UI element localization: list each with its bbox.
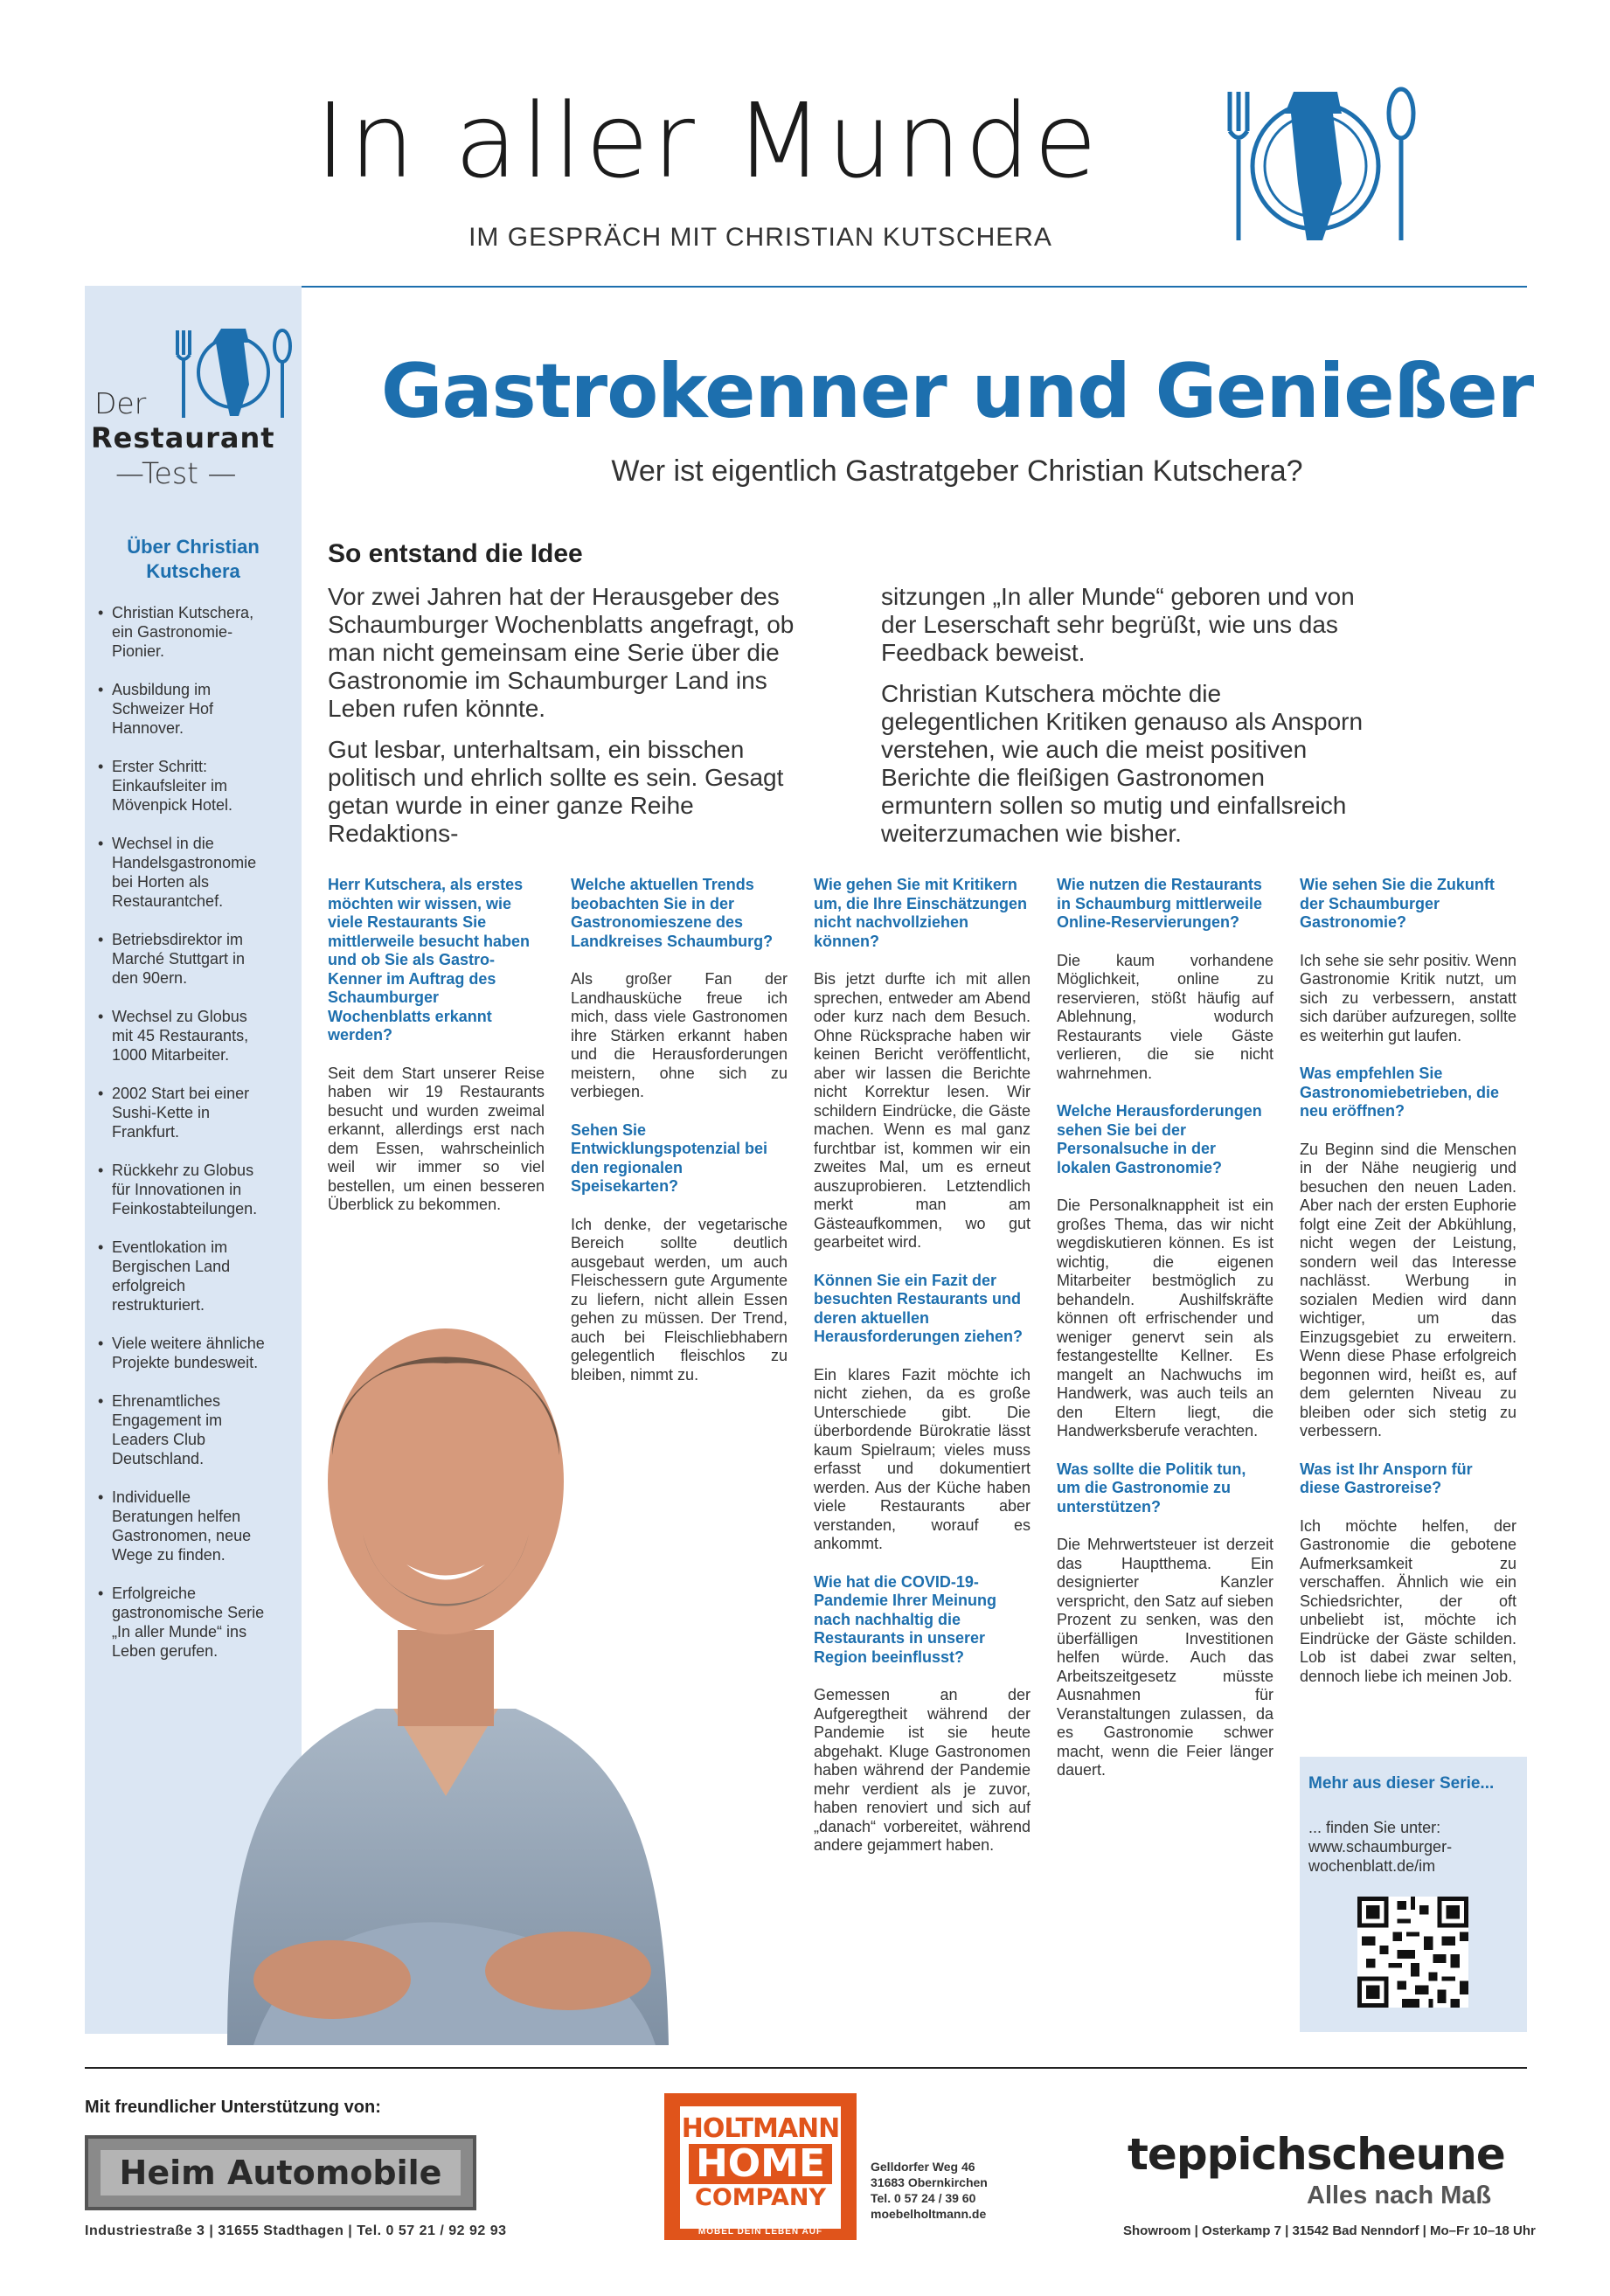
promo-text-block [1308,1818,1509,1876]
holtmann-logo[interactable] [664,2093,857,2240]
interview-question: Wie hat die COVID-19-Pandemie Ihrer Meinung nach nachhaltig die Restaurants in unserer Region beeinflusst? [814,1572,997,1666]
interview-column-3 [814,876,1031,1875]
interview-answer: Ich möchte helfen, der Gastronomie die gebotene Aufmerksamkeit zu verschaffen. Ähnlich wie ein Schiedsrichter, der oft unbeliebt ist, möchte ich Eindrücke der Gäste schilden. Lob ist dabei zwar selten, dennoch liebe ich meinen Job. [1300,1516,1516,1685]
bio-item: • Christian Kutschera, ein Gastronomie-Pionier. [98,603,268,661]
bio-item: • Erster Schritt: Einkaufsleiter im Mövenpick Hotel. [98,757,268,815]
intro-heading: So entstand die Idee [328,539,583,568]
logo-restaurant: Restaurant [91,421,275,454]
interview-answer: Als großer Fan der Landhausküche freue ich mich, dass viele Gastronomen ihre Stärken erkannt haben und die Herausforderungen meistern, ohne sich zu verbiegen. [571,970,788,1100]
interview-column-5 [1300,876,1516,1705]
interview-answer: Gemessen an der Aufgeregtheit während der Pandemie ist sie heute abgehakt. Kluge Gastronomen haben während der Pandemie mehr verdient als je zuvor, haben renoviert und sich auf „danach“ vorbereitet, während andere gejammert haben. [814,1686,1031,1854]
sponsor-label: Mit freundlicher Unterstützung von: [85,2098,381,2117]
article-headline: Gastrokenner und Genießer [380,348,1534,435]
intro-left-column [328,583,817,861]
holtmann-address [871,2159,988,2222]
teppichscheune-address: Showroom | Osterkamp 7 | 31542 Bad Nenndorf | Mo–Fr 10–18 Uhr [1123,2223,1536,2238]
heim-automobile-logo[interactable] [85,2135,476,2210]
interview-question: Wie gehen Sie mit Kritikern um, die Ihre Einschätzungen nicht nachvollziehen können? [814,876,1028,950]
interview-answer: Ich sehe sie sehr positiv. Wenn Gastronomie Kritik nutzt, um sich zu verbessern, anstatt sich darüber aufzuregen, sollte es weiterhin gut laufen. [1300,951,1516,1044]
bio-item: • Viele weitere ähnliche Projekte bundesweit. [98,1334,268,1372]
interview-question: Herr Kutschera, als erstes möchten wir wissen, wie viele Restaurants Sie mittlerweile besucht haben und ob Sie als Gastro-Kenner im Auftrag des Schaumburger Wochenblatts erkannt werden? [328,876,531,1044]
intro-right-column [881,583,1371,861]
promo-url[interactable]: www.schaumburger-wochenblatt.de/im [1308,1838,1453,1875]
bio-item: • Ausbildung im Schweizer Hof Hannover. [98,680,268,738]
interview-question: Wie sehen Sie die Zukunft der Schaumburger Gastronomie? [1300,876,1495,931]
interview-answer: Ein klares Fazit möchte ich nicht ziehen, da es große Unterschiede gibt. Die überbordende Bürokratie lässt kaum Spielraum; vieles muss erfasst und dokumentiert werden. Aus der Küche haben viele Restaurants aber verstanden, worauf es ankommt. [814,1365,1031,1552]
promo-heading: Mehr aus dieser Serie... [1308,1774,1495,1793]
restaurant-test-logo-icon [170,322,293,422]
interview-answer: Zu Beginn sind die Menschen in der Nähe neugierig und besuchen den neuen Laden. Aber nach der ersten Euphorie folgt eine Zeit der Abkühlung, nicht wegen der Leistung, sondern weil das Interesse nachlässt. Werbung in sozialen Medien wird dann wichtiger, um das Einzugsgebiet zu erweitern. Wenn diese Phase erfolgreich begonnen wird, heißt es, auf dem gelernten Niveau zu bleiben oder sich stetig zu verbessern. [1300,1140,1516,1439]
interview-question: Was ist Ihr Ansporn für diese Gastroreise? [1300,1460,1473,1496]
bio-item: • Wechsel in die Handelsgastronomie bei Horten als Restaurantchef. [98,834,268,911]
bio-item: • Rückkehr zu Globus für Innovationen in Feinkostabteilungen. [98,1161,268,1218]
holtmann-slogan: MÖBEL DEIN LEBEN AUF [697,2227,823,2237]
interview-answer: Bis jetzt durfte ich mit allen sprechen, entweder am Abend oder kurz nach dem Besuch. Ohne Rücksprache haben wir keinen Bericht veröffentlicht, aber wir lassen die Berichte nicht Korrektur lesen. Wir schildern Eindrücke, die Gäste machen. Wenn es mal ganz furchtbar ist, kommen wir ein zweites Mal, um es erneut auszuprobieren. Letztendlich merkt man am Gästeaufkommen, wo gut gearbeitet wird. [814,970,1031,1251]
interview-question: Können Sie ein Fazit der besuchten Restaurants und deren aktuellen Herausforderungen ziehen? [814,1271,1024,1345]
interview-column-4 [1057,876,1273,1800]
holtmann-address-line: Gelldorfer Weg 46 [871,2160,975,2174]
teppichscheune-logo[interactable]: teppichscheune [1128,2129,1505,2180]
plate-fork-spoon-icon [1211,79,1420,253]
bio-item: • Erfolgreiche gastronomische Serie „In aller Munde“ ins Leben gerufen. [98,1584,268,1661]
interview-question: Wie nutzen die Restaurants in Schaumburg mittlerweile Online-Reservierungen? [1057,876,1263,931]
heim-address: Industriestraße 3 | 31655 Stadthagen | Tel. 0 57 21 / 92 92 93 [85,2223,507,2238]
interview-answer: Ich denke, der vegetarische Bereich sollte deutlich ausgebaut werden, um auch Fleischessern gute Argumente zu liefern, nicht allein Essen gehen zu müssen. Der Trend, auch bei Fleischliebhabern gelegentlich fleischlos zu bleiben, nimmt zu. [571,1215,788,1384]
interview-answer: Seit dem Start unserer Reise haben wir 19 Restaurants besucht und wurden zweimal erkannt, allerdings erst nach dem Essen, wahrscheinlich weil wir immer so viel bestellen, um einen besseren Überblick zu bekommen. [328,1064,545,1213]
sidebar-heading: Über Christian Kutschera [127,536,260,582]
interview-column-1 [328,876,545,1234]
promo-text: ... finden Sie unter: [1308,1819,1441,1836]
bio-item: • 2002 Start bei einer Sushi-Kette in Frankfurt. [98,1084,268,1141]
masthead-title: In aller Munde [315,80,1101,201]
interview-question: Sehen Sie Entwicklungspotenzial bei den regionalen Speisekarten? [571,1120,768,1195]
bio-item: • Betriebsdirektor im Marché Stuttgart in den 90ern. [98,930,268,988]
teppichscheune-slogan: Alles nach Maß [1307,2182,1492,2209]
bio-item: • Eventlokation im Bergischen Land erfolgreich restrukturiert. [98,1238,268,1314]
logo-test: —Test — [115,456,237,490]
bio-item: • Individuelle Beratungen helfen Gastronomen, neue Wege zu finden. [98,1488,268,1564]
interview-answer: Die Mehrwertsteuer ist derzeit das Hauptthema. Ein designierter Kanzler verspricht, den Satz auf sieben Prozent zu senken, was den überfälligen Investitionen helfen würde. Auch das Arbeitszeitgesetz müsste Ausnahmen für Veranstaltungen zulassen, da es Gastronomie schwer macht, wenn die Feier länger dauert. [1057,1536,1273,1779]
holtmann-address-line: Tel. 0 57 24 / 39 60 [871,2191,976,2205]
interview-answer: Die kaum vorhandene Möglichkeit, online zu reservieren, stößt häufig auf Ablehnung, wodurch Restaurants viele Gäste verlieren, die sie nicht wahrnehmen. [1057,951,1273,1082]
qr-code-icon[interactable] [1357,1897,1468,2008]
footer-rule [85,2067,1527,2069]
bio-item: • Wechsel zu Globus mit 45 Restaurants, 1000 Mitarbeiter. [98,1007,268,1065]
interview-question: Was empfehlen Sie Gastronomiebetrieben, die neu eröffnen? [1300,1065,1500,1120]
bio-item: • Ehrenamtliches Engagement im Leaders Club Deutschland. [98,1391,268,1468]
intro-paragraph: sitzungen „In aller Munde“ geboren und von der Leserschaft sehr begrüßt, wie uns das Feedback beweist. [881,583,1355,666]
intro-paragraph: Vor zwei Jahren hat der Herausgeber des Schaumburger Wochenblatts angefragt, ob man nicht gemeinsam eine Serie über die Gastronomie im Schaumburger Land ins Leben rufen könnte. [328,583,795,722]
intro-paragraph: Gut lesbar, unterhaltsam, ein bisschen politisch und ehrlich sollte es sein. Gesagt getan wurde in einer ganze Reihe Redaktions- [328,736,784,847]
holtmann-logo-inner [680,2106,841,2229]
interview-question: Welche Herausforderungen sehen Sie bei der Personalsuche in der lokalen Gastronomie? [1057,1102,1262,1176]
interview-column-2 [571,876,788,1404]
article-subheadline: Wer ist eigentlich Gastratgeber Christian Kutschera? [611,454,1303,488]
holtmann-line2: HOME [689,2144,832,2184]
interview-question: Was sollte die Politik tun, um die Gastronomie zu unterstützen? [1057,1460,1246,1516]
holtmann-line3: COMPANY [695,2184,826,2211]
holtmann-line1: HOLTMANN [681,2113,840,2144]
logo-der: Der [94,386,147,420]
holtmann-address-line: 31683 Obernkirchen [871,2175,988,2189]
masthead-subtitle: IM GESPRÄCH MIT CHRISTIAN KUTSCHERA [468,223,1052,252]
holtmann-website[interactable]: moebelholtmann.de [871,2207,987,2221]
intro-paragraph: Christian Kutschera möchte die gelegentlichen Kritiken genauso als Ansporn verstehen, wie auch die meist positiven Berichte die fleißigen Gastronomen ermuntern sollen so mutig und einfallsreich weiterzumachen wie bisher. [881,680,1364,847]
interview-answer: Die Personalknappheit ist ein großes Thema, das wir nicht wegdiskutieren können. Es ist wichtig, die eigenen Mitarbeiter bestmöglich zu behandeln. Aushilfskräfte können oft erfrischender und weniger genervt sein als festangestellte Kellner. Es mangelt an Nachwuchs im Handwerk, was auch teils an den Eltern liegt, die Handwerksberufe verachten. [1057,1197,1273,1439]
interview-question: Welche aktuellen Trends beobachten Sie in der Gastronomieszene des Landkreises Schaumburg? [571,876,774,950]
heim-name: Heim Automobile [101,2150,461,2195]
